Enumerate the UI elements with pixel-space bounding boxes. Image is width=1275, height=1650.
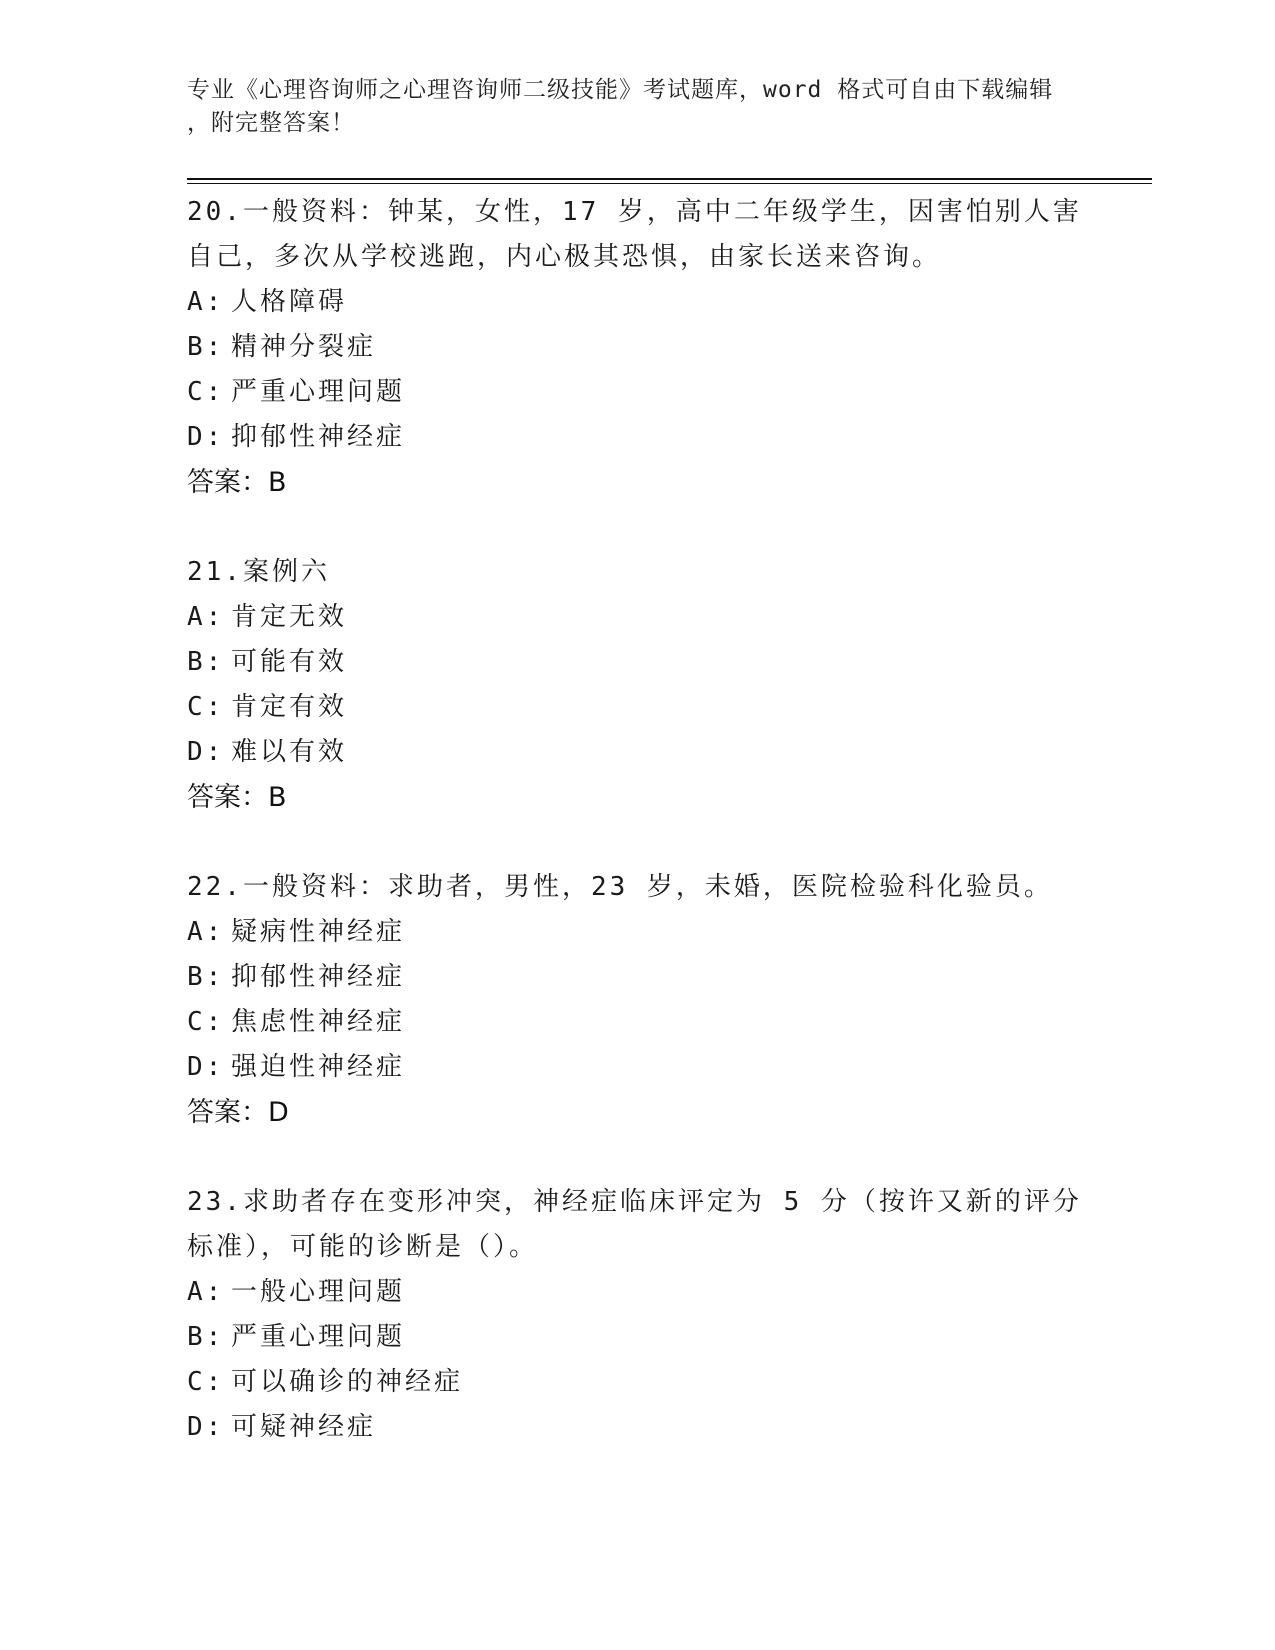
option-letter: D: [187,1052,225,1082]
question-stem: 21.案例六 [187,557,330,587]
option-letter: A: [187,287,225,317]
question-20 [187,190,1087,505]
option-letter: D: [187,422,225,452]
option-text: 一般心理问题 [231,1277,406,1307]
header-divider-thick [187,178,1152,180]
header-divider-thin [187,183,1152,184]
question-23 [187,1180,1087,1450]
question-22 [187,865,1087,1135]
option-b [187,1315,1087,1360]
option-text: 肯定无效 [231,602,348,632]
option-letter: B: [187,1322,225,1352]
option-text: 可能有效 [231,647,348,677]
option-d [187,1405,1087,1450]
option-text: 严重心理问题 [231,377,406,407]
option-text: 严重心理问题 [231,1322,406,1352]
option-letter: C: [187,1367,225,1397]
option-d [187,415,1087,460]
option-b [187,325,1087,370]
option-letter: B: [187,647,225,677]
option-text: 强迫性神经症 [231,1052,406,1082]
option-d [187,1045,1087,1090]
header-line-2: ，附完整答案！ [187,110,355,136]
option-letter: A: [187,917,225,947]
option-b [187,640,1087,685]
option-c [187,1360,1087,1405]
question-21 [187,550,1087,820]
option-text: 人格障碍 [231,287,348,317]
option-d [187,730,1087,775]
option-letter: C: [187,692,225,722]
option-letter: D: [187,1412,225,1442]
option-text: 焦虑性神经症 [231,1007,406,1037]
option-a [187,595,1087,640]
document-header [187,74,1087,140]
option-letter: A: [187,602,225,632]
option-letter: C: [187,377,225,407]
option-text: 肯定有效 [231,692,348,722]
question-list [187,190,1087,1495]
option-letter: B: [187,962,225,992]
option-letter: B: [187,332,225,362]
option-text: 难以有效 [231,737,348,767]
answer-line: 答案：B [187,782,287,813]
option-c [187,685,1087,730]
question-stem: 23.求助者存在变形冲突，神经症临床评定为 5 分（按许又新的评分标准），可能的诊断是（）。 [187,1187,1082,1262]
option-text: 抑郁性神经症 [231,422,406,452]
option-c [187,1000,1087,1045]
option-b [187,955,1087,1000]
option-text: 抑郁性神经症 [231,962,406,992]
answer-line: 答案：D [187,1097,289,1128]
option-a [187,1270,1087,1315]
option-text: 可疑神经症 [231,1412,377,1442]
option-text: 可以确诊的神经症 [231,1367,464,1397]
option-letter: A: [187,1277,225,1307]
option-text: 疑病性神经症 [231,917,406,947]
option-letter: C: [187,1007,225,1037]
header-line-1: 专业《心理咨询师之心理咨询师二级技能》考试题库，word 格式可自由下载编辑 [187,77,1054,103]
question-stem: 22.一般资料：求助者，男性，23 岁，未婚，医院检验科化验员。 [187,872,1053,902]
option-c [187,370,1087,415]
option-text: 精神分裂症 [231,332,377,362]
option-a [187,280,1087,325]
question-stem: 20.一般资料：钟某，女性，17 岁，高中二年级学生，因害怕别人害自己，多次从学校逃跑，内心极其恐惧，由家长送来咨询。 [187,197,1082,272]
answer-line: 答案：B [187,467,287,498]
option-letter: D: [187,737,225,767]
option-a [187,910,1087,955]
